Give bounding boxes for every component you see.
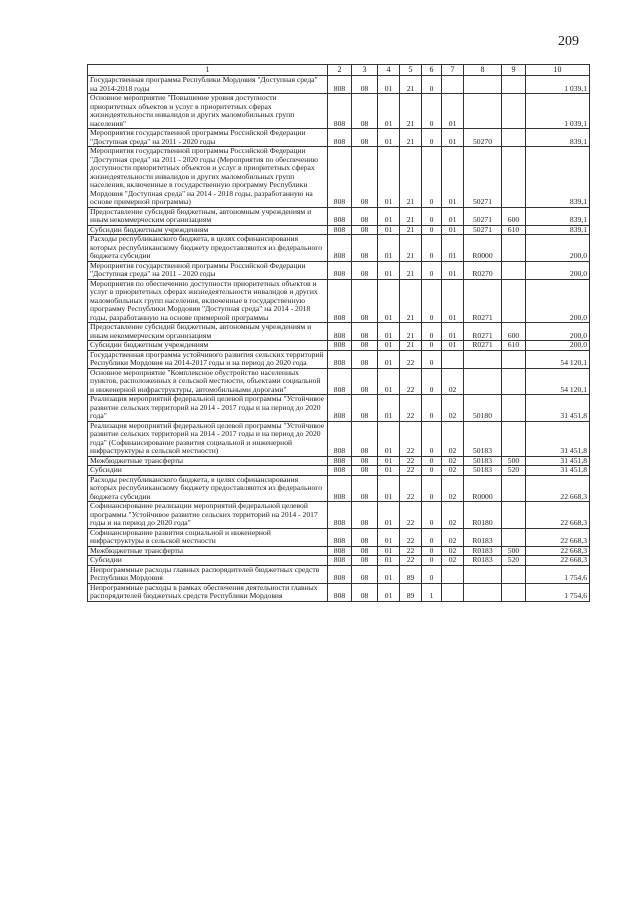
prz-code-cell: 01 [378,528,400,546]
subprogram-code-cell: 0 [422,368,442,395]
table-row [88,466,590,476]
expense-type-cell [502,279,526,323]
subprogram-code-cell: 0 [422,350,442,368]
measure-code-cell: 02 [442,475,464,502]
table-row [88,583,590,601]
target-article-cell: R0000 [464,235,502,262]
table-row [88,235,590,262]
amount-cell: 839,1 [526,147,590,208]
expense-name-cell: Мероприятия государственной программы Российской Федерации "Доступная среда" на 2011 - 2020 годы [88,129,328,147]
subprogram-code-cell: 0 [422,475,442,502]
rz-code-cell: 08 [352,556,378,566]
table-row [88,502,590,529]
program-code-cell: 21 [400,94,422,129]
program-code-cell: 22 [400,546,422,556]
table-row [88,528,590,546]
budget-table [87,64,590,602]
expense-name-cell: Софинансирование развития социальной и инженерной инфраструктуры в сельской местности [88,528,328,546]
expense-name-cell: Предоставление субсидий бюджетным, автономным учреждениям и иным некоммерческим организациям [88,323,328,341]
measure-code-cell [442,565,464,583]
amount-cell: 839,1 [526,207,590,225]
amount-cell: 1 039,1 [526,94,590,129]
subprogram-code-cell: 0 [422,395,442,422]
amount-cell: 22 668,3 [526,475,590,502]
table-row [88,261,590,279]
rz-code-cell: 808 [328,546,352,556]
rz-code-cell: 08 [352,502,378,529]
prz-code-cell: 01 [378,546,400,556]
target-article-cell [464,350,502,368]
rz-code-cell: 808 [328,368,352,395]
subprogram-code-cell: 0 [422,261,442,279]
amount-cell: 200,0 [526,261,590,279]
rz-code-cell: 08 [352,225,378,235]
expense-name-cell: Субсидии бюджетным учреждениям [88,341,328,351]
measure-code-cell: 01 [442,323,464,341]
measure-code-cell: 02 [442,556,464,566]
prz-code-cell: 01 [378,261,400,279]
rz-code-cell: 808 [328,528,352,546]
subprogram-code-cell: 0 [422,466,442,476]
program-code-cell: 22 [400,421,422,456]
rz-code-cell: 808 [328,502,352,529]
expense-type-cell [502,475,526,502]
measure-code-cell: 02 [442,502,464,529]
target-article-cell: R0000 [464,475,502,502]
rz-code-cell: 808 [328,261,352,279]
amount-cell: 31 451,8 [526,466,590,476]
expense-type-cell [502,395,526,422]
rz-code-cell: 08 [352,528,378,546]
program-code-cell: 22 [400,350,422,368]
prz-code-cell: 01 [378,456,400,466]
prz-code-cell: 01 [378,76,400,94]
target-article-cell: R0270 [464,261,502,279]
measure-code-cell: 01 [442,129,464,147]
program-code-cell: 21 [400,129,422,147]
prz-code-cell: 01 [378,341,400,351]
rz-code-cell: 808 [328,323,352,341]
measure-code-cell: 01 [442,94,464,129]
prz-code-cell: 01 [378,323,400,341]
amount-cell: 31 451,8 [526,421,590,456]
rz-code-cell: 08 [352,456,378,466]
rz-code-cell: 808 [328,235,352,262]
rz-code-cell: 808 [328,456,352,466]
subprogram-code-cell: 0 [422,235,442,262]
target-article-cell [464,368,502,395]
prz-code-cell: 01 [378,350,400,368]
expense-name-cell: Межбюджетные трансферты [88,456,328,466]
rz-code-cell: 808 [328,466,352,476]
rz-code-cell: 808 [328,147,352,208]
target-article-cell: R0271 [464,341,502,351]
program-code-cell: 89 [400,583,422,601]
rz-code-cell: 08 [352,129,378,147]
amount-cell: 1 039,1 [526,76,590,94]
program-code-cell: 21 [400,147,422,208]
expense-type-cell [502,583,526,601]
prz-code-cell: 01 [378,556,400,566]
target-article-cell: R0180 [464,502,502,529]
header-cell: 4 [378,65,400,76]
rz-code-cell: 08 [352,475,378,502]
target-article-cell: R0183 [464,556,502,566]
program-code-cell: 21 [400,235,422,262]
header-cell: 5 [400,65,422,76]
prz-code-cell: 01 [378,565,400,583]
expense-type-cell [502,147,526,208]
expense-name-cell: Софинансирование реализации мероприятий федеральной целевой программы "Устойчивое развитие сельских территорий на 2014 - 2017 годы и на период до 2020 года" [88,502,328,529]
program-code-cell: 21 [400,341,422,351]
expense-type-cell: 500 [502,546,526,556]
program-code-cell: 89 [400,565,422,583]
subprogram-code-cell: 0 [422,502,442,529]
table-row [88,129,590,147]
amount-cell: 200,0 [526,341,590,351]
subprogram-code-cell: 0 [422,528,442,546]
amount-cell: 22 668,3 [526,528,590,546]
rz-code-cell: 808 [328,421,352,456]
measure-code-cell: 01 [442,225,464,235]
prz-code-cell: 01 [378,368,400,395]
target-article-cell: R0271 [464,279,502,323]
header-cell: 7 [442,65,464,76]
table-row [88,421,590,456]
subprogram-code-cell: 0 [422,207,442,225]
header-cell: 8 [464,65,502,76]
expense-type-cell [502,235,526,262]
target-article-cell: R0183 [464,546,502,556]
prz-code-cell: 01 [378,235,400,262]
expense-type-cell [502,350,526,368]
header-cell: 6 [422,65,442,76]
rz-code-cell: 08 [352,350,378,368]
target-article-cell: 50271 [464,225,502,235]
rz-code-cell: 808 [328,279,352,323]
table-row [88,556,590,566]
subprogram-code-cell: 0 [422,456,442,466]
expense-type-cell [502,129,526,147]
measure-code-cell: 02 [442,395,464,422]
expense-type-cell: 520 [502,466,526,476]
measure-code-cell: 01 [442,235,464,262]
table-row [88,395,590,422]
amount-cell: 22 668,3 [526,556,590,566]
rz-code-cell: 808 [328,583,352,601]
amount-cell: 1 754,6 [526,565,590,583]
table-row [88,565,590,583]
expense-name-cell: Реализация мероприятий федеральной целевой программы "Устойчивое развитие сельских территорий на 2014 - 2017 годы и на период до 2020 года" [88,395,328,422]
target-article-cell [464,583,502,601]
program-code-cell: 22 [400,502,422,529]
subprogram-code-cell: 0 [422,76,442,94]
target-article-cell [464,565,502,583]
expense-name-cell: Субсидии [88,466,328,476]
rz-code-cell: 08 [352,583,378,601]
expense-type-cell [502,368,526,395]
amount-cell: 839,1 [526,225,590,235]
expense-name-cell: Мероприятия по обеспечению доступности приоритетных объектов и услуг в приоритетных сферах жизнедеятельности инвалидов и других маломобильных групп населения, включенные в государственную программу Республики Мордовия "Доступная среда" на 2014 - 2018 годы, разработанную на основе примерной программы [88,279,328,323]
expense-type-cell [502,502,526,529]
rz-code-cell: 808 [328,395,352,422]
page-number: 209 [558,34,579,49]
target-article-cell: 50270 [464,129,502,147]
rz-code-cell: 808 [328,76,352,94]
target-article-cell: R0271 [464,323,502,341]
table-row [88,475,590,502]
rz-code-cell: 08 [352,466,378,476]
expense-type-cell: 610 [502,341,526,351]
prz-code-cell: 01 [378,147,400,208]
header-cell: 9 [502,65,526,76]
expense-name-cell: Мероприятия государственной программы Российской Федерации "Доступная среда" на 2011 - 2020 годы [88,261,328,279]
amount-cell: 200,0 [526,235,590,262]
expense-name-cell: Государственная программа Республики Мордовия "Доступная среда" на 2014-2018 годы [88,76,328,94]
amount-cell: 839,1 [526,129,590,147]
rz-code-cell: 808 [328,207,352,225]
program-code-cell: 21 [400,261,422,279]
program-code-cell: 22 [400,368,422,395]
amount-cell: 22 668,3 [526,502,590,529]
target-article-cell: 50180 [464,395,502,422]
expense-name-cell: Государственная программа устойчивого развития сельских территорий Республики Мордовия на 2014-2017 годы и на период до 2020 года [88,350,328,368]
program-code-cell: 21 [400,225,422,235]
subprogram-code-cell: 0 [422,565,442,583]
rz-code-cell: 08 [352,421,378,456]
prz-code-cell: 01 [378,279,400,323]
amount-cell: 1 754,6 [526,583,590,601]
table-row [88,207,590,225]
amount-cell: 31 451,8 [526,456,590,466]
table-row [88,323,590,341]
prz-code-cell: 01 [378,207,400,225]
prz-code-cell: 01 [378,225,400,235]
rz-code-cell: 08 [352,341,378,351]
expense-name-cell: Расходы республиканского бюджета, в целях софинансирования которых республиканскому бюджету предоставляются из федерального бюджета субсидии [88,235,328,262]
header-row [88,65,590,76]
subprogram-code-cell: 0 [422,225,442,235]
expense-type-cell: 610 [502,225,526,235]
measure-code-cell: 02 [442,421,464,456]
rz-code-cell: 08 [352,76,378,94]
rz-code-cell: 808 [328,350,352,368]
rz-code-cell: 808 [328,94,352,129]
rz-code-cell: 08 [352,94,378,129]
measure-code-cell [442,583,464,601]
prz-code-cell: 01 [378,94,400,129]
expense-type-cell: 520 [502,556,526,566]
expense-type-cell: 500 [502,456,526,466]
measure-code-cell: 01 [442,207,464,225]
prz-code-cell: 01 [378,395,400,422]
rz-code-cell: 808 [328,556,352,566]
expense-type-cell [502,528,526,546]
measure-code-cell: 02 [442,466,464,476]
program-code-cell: 22 [400,556,422,566]
measure-code-cell: 01 [442,147,464,208]
amount-cell: 54 120,1 [526,350,590,368]
amount-cell: 22 668,3 [526,546,590,556]
table-row [88,368,590,395]
measure-code-cell: 02 [442,368,464,395]
rz-code-cell: 808 [328,565,352,583]
program-code-cell: 22 [400,475,422,502]
expense-type-cell [502,261,526,279]
subprogram-code-cell: 0 [422,556,442,566]
expense-name-cell: Основное мероприятие "Повышение уровня доступности приоритетных объектов и услуг в приоритетных сферах жизнедеятельности инвалидов и других маломобильных групп населения" [88,94,328,129]
measure-code-cell: 01 [442,341,464,351]
target-article-cell: 50183 [464,466,502,476]
subprogram-code-cell: 0 [422,546,442,556]
expense-name-cell: Мероприятия государственной программы Российской Федерации "Доступная среда" на 2011 - 2020 годы (Мероприятия по обеспечению доступности приоритетных объектов и услуг в приоритетных сферах жизнедеятельности инвалидов и других маломобильных групп населения, включенные в государственную программу Республики Мордовия "Доступная среда" на 2014 - 2018 годы, разработанную на основе примерной программы) [88,147,328,208]
rz-code-cell: 808 [328,475,352,502]
subprogram-code-cell: 0 [422,421,442,456]
expense-type-cell [502,565,526,583]
table-row [88,350,590,368]
rz-code-cell: 808 [328,129,352,147]
program-code-cell: 21 [400,76,422,94]
rz-code-cell: 808 [328,225,352,235]
program-code-cell: 21 [400,207,422,225]
expense-name-cell: Реализация мероприятий федеральной целевой программы "Устойчивое развитие сельских территорий на 2014 - 2017 годы и на период до 2020 года" (Софинансирование развития социальной и инженерной инфраструктуры в сельской местности) [88,421,328,456]
table-row [88,456,590,466]
table-row [88,147,590,208]
expense-name-cell: Субсидии бюджетным учреждениям [88,225,328,235]
rz-code-cell: 08 [352,147,378,208]
rz-code-cell: 08 [352,323,378,341]
measure-code-cell: 02 [442,528,464,546]
measure-code-cell: 01 [442,279,464,323]
prz-code-cell: 01 [378,475,400,502]
table-row [88,76,590,94]
prz-code-cell: 01 [378,583,400,601]
rz-code-cell: 08 [352,207,378,225]
expense-type-cell [502,94,526,129]
prz-code-cell: 01 [378,466,400,476]
target-article-cell [464,94,502,129]
expense-type-cell: 600 [502,323,526,341]
measure-code-cell: 02 [442,546,464,556]
measure-code-cell [442,76,464,94]
header-cell: 10 [526,65,590,76]
expense-name-cell: Непрограммные расходы главных распорядителей бюджетных средств Республики Мордовия [88,565,328,583]
table-row [88,341,590,351]
amount-cell: 31 451,8 [526,395,590,422]
program-code-cell: 22 [400,528,422,546]
table-body [88,76,590,602]
amount-cell: 200,0 [526,279,590,323]
header-cell: 2 [328,65,352,76]
table-row [88,279,590,323]
measure-code-cell [442,350,464,368]
expense-name-cell: Основное мероприятие "Комплексное обустройство населенных пунктов, расположенных в сельской местности, объектами социальной и инженерной инфраструктуры, автомобильными дорогами" [88,368,328,395]
subprogram-code-cell: 0 [422,323,442,341]
target-article-cell [464,76,502,94]
prz-code-cell: 01 [378,502,400,529]
expense-type-cell: 600 [502,207,526,225]
rz-code-cell: 08 [352,235,378,262]
subprogram-code-cell: 0 [422,147,442,208]
amount-cell: 200,0 [526,323,590,341]
target-article-cell: R0183 [464,528,502,546]
subprogram-code-cell: 1 [422,583,442,601]
expense-name-cell: Предоставление субсидий бюджетным, автономным учреждениям и иным некоммерческим организациям [88,207,328,225]
target-article-cell: 50271 [464,207,502,225]
measure-code-cell: 02 [442,456,464,466]
rz-code-cell: 808 [328,341,352,351]
expense-name-cell: Межбюджетные трансферты [88,546,328,556]
amount-cell: 54 120,1 [526,368,590,395]
rz-code-cell: 08 [352,395,378,422]
measure-code-cell: 01 [442,261,464,279]
program-code-cell: 21 [400,323,422,341]
header-cell: 3 [352,65,378,76]
rz-code-cell: 08 [352,279,378,323]
expense-name-cell: Непрограммные расходы в рамках обеспечения деятельности главных распорядителей бюджетных средств Республики Мордовия [88,583,328,601]
program-code-cell: 21 [400,279,422,323]
table-row [88,94,590,129]
program-code-cell: 22 [400,466,422,476]
rz-code-cell: 08 [352,368,378,395]
subprogram-code-cell: 0 [422,341,442,351]
expense-name-cell: Субсидии [88,556,328,566]
expense-name-cell: Расходы республиканского бюджета, в целях софинансирования которых республиканскому бюджету предоставляются из федерального бюджета субсидии [88,475,328,502]
subprogram-code-cell: 0 [422,94,442,129]
subprogram-code-cell: 0 [422,129,442,147]
prz-code-cell: 01 [378,129,400,147]
rz-code-cell: 08 [352,261,378,279]
subprogram-code-cell: 0 [422,279,442,323]
table-row [88,225,590,235]
rz-code-cell: 08 [352,546,378,556]
expense-type-cell [502,76,526,94]
prz-code-cell: 01 [378,421,400,456]
header-cell: 1 [88,65,328,76]
expense-type-cell [502,421,526,456]
table-row [88,546,590,556]
target-article-cell: 50183 [464,421,502,456]
target-article-cell: 50271 [464,147,502,208]
rz-code-cell: 08 [352,565,378,583]
target-article-cell: 50183 [464,456,502,466]
program-code-cell: 22 [400,395,422,422]
program-code-cell: 22 [400,456,422,466]
